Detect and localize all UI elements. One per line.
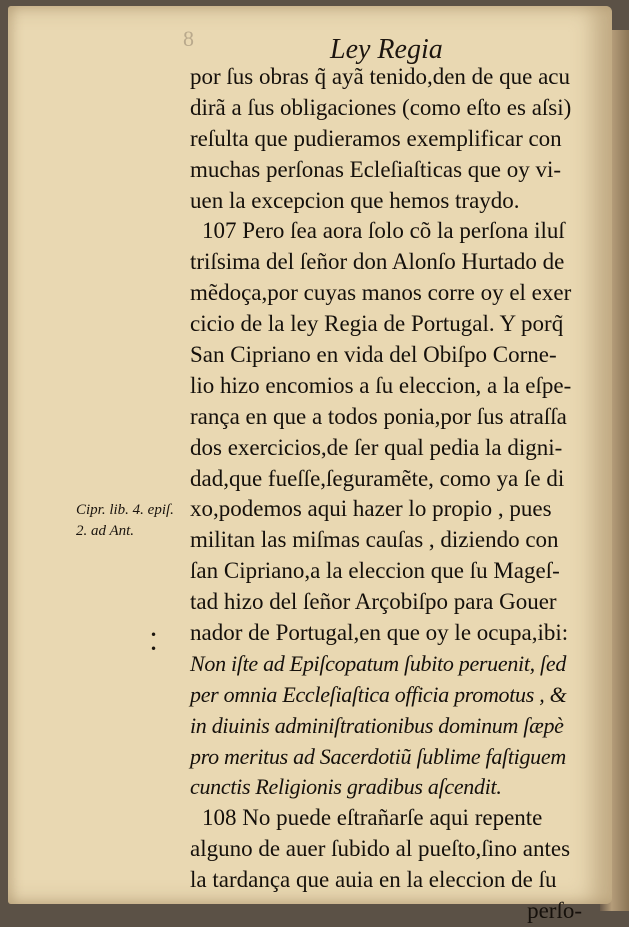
text-line: lio hizo encomios a ſu eleccion, a la eſpe- [190,372,572,398]
catchword: perſo- [527,898,582,924]
margin-note-line: Cipr. lib. 4. epiſ. [76,502,174,518]
latin-quote-line: cunctis Religionis gradibus aſcendit. [190,774,502,800]
margin-mark-icon: • • [150,628,158,656]
body-text [190,62,598,927]
latin-quote-line: pro meritus ad Sacerdotiũ ſublime faſtiguem [190,743,566,769]
text-line: dirã a ſus obligaciones (como eſto es aſsi) [190,94,572,120]
text-line: muchas perſonas Ecleſiaſticas que oy vi- [190,156,562,182]
text-line: dos exercicios,de ſer qual pedia la digni- [190,434,563,460]
text-line: xo,podemos aqui hazer lo propio , pues [190,496,552,522]
text-line: rança en que a todos ponia,por ſus atraſſa [190,403,567,429]
text-line: militan las miſmas cauſas , diziendo con [190,527,559,553]
text-line: mẽdoça,por cuyas manos corre oy el exer [190,280,572,306]
paragraph-108-start: 108 No puede eſtrañarſe aqui repente [202,805,543,831]
text-line: la tardança que auia en la eleccion de ſu [190,867,557,893]
margin-note [76,500,174,542]
text-line: triſsima del ſeñor don Alonſo Hurtado de [190,249,565,275]
latin-quote-line: Non iſte ad Epiſcopatum ſubito peruenit, ſed [190,650,567,676]
paragraph-107-start: 107 Pero ſea aora ſolo cõ la perſona iluſ [202,218,565,244]
margin-note-line: 2. ad Ant. [76,523,135,539]
text-line: alguno de auer ſubido al pueſto,ſino antes [190,836,571,862]
text-line: nador de Portugal,en que oy le ocupa,ibi: [190,620,569,646]
text-line: uen la excepcion que hemos traydo. [190,187,520,213]
text-line: cicio de la ley Regia de Portugal. Y porq̃ [190,311,564,337]
latin-quote-line: in diuinis adminiſtrationibus dominum ſæpè [190,712,564,738]
page-number: 8 [183,26,194,51]
latin-quote-line: per omnia Eccleſiaſtica officia promotus , & [190,681,567,707]
running-head: Ley Regia [330,34,443,65]
text-line: dad,que fueſſe,ſeguramẽte, como ya ſe di [190,465,565,491]
text-line: por ſus obras q̃ ayã tenido,den de que acu [190,64,571,89]
text-line: reſulta que pudieramos exemplificar con [190,125,562,151]
text-line: San Cipriano en vida del Obiſpo Corne- [190,342,557,368]
text-line: ſan Cipriano,a la eleccion que ſu Mageſ- [190,558,560,584]
text-line: tad hizo del ſeñor Arçobiſpo para Gouer [190,589,557,615]
